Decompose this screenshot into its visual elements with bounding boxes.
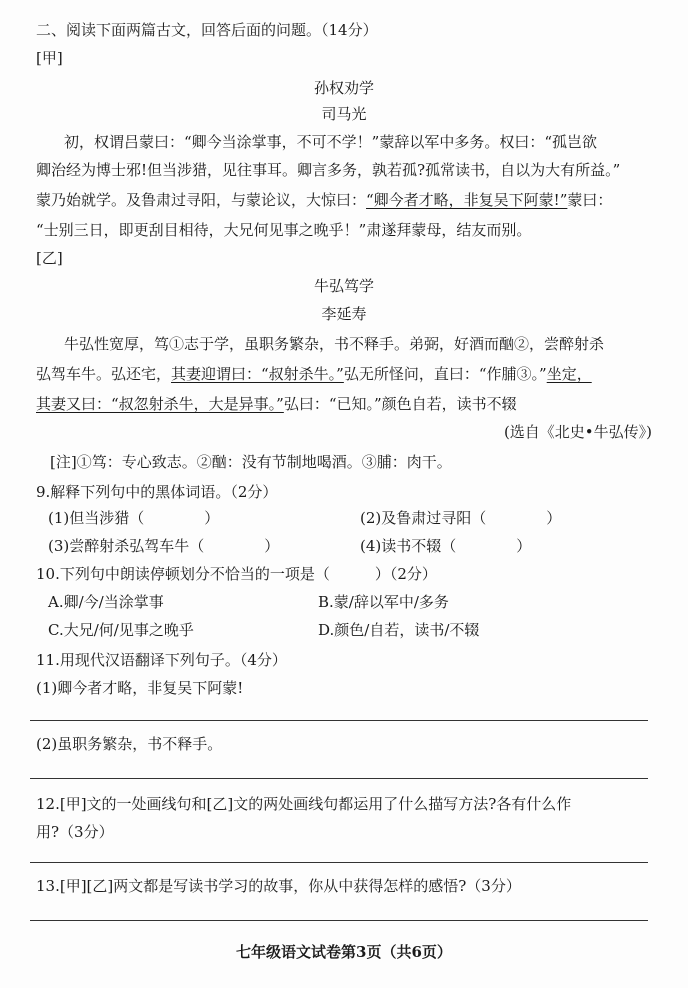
question-9-item-2: (2)及鲁肃过寻阳（ ）: [360, 509, 562, 527]
question-9-item-4: (4)读书不辍（ ）: [360, 537, 532, 555]
yi-text: 弘驾车牛。弘还宅，: [36, 365, 172, 383]
question-9: 9.解释下列句中的黑体词语。（2分）: [36, 483, 278, 501]
jia-underlined-sentence: “卿今者才略，非复吴下阿蒙!”: [366, 191, 568, 209]
question-10-option-b: B.蒙/辞以军中/多务: [318, 593, 449, 611]
question-13: 13.[甲][乙]两文都是写读书学习的故事，你从中获得怎样的感悟?（3分）: [36, 877, 521, 895]
yi-mark: [乙]: [36, 249, 63, 267]
yi-source: (选自《北史•牛弘传》): [503, 423, 652, 441]
answer-line: [30, 862, 648, 863]
yi-text: 弘曰：“已知。”颜色自若，读书不辍: [283, 395, 517, 413]
notes: [注]①笃：专心致志。②酗：没有节制地喝酒。③脯：肉干。: [50, 453, 452, 471]
jia-paragraph-line-3: [36, 190, 652, 210]
question-10-option-c: C.大兄/何/见事之晚乎: [48, 621, 194, 639]
jia-paragraph-line-2: 卿治经为博士邪!但当涉猎，见往事耳。卿言多务，孰若孤?孤常读书，自以为大有所益。”: [36, 161, 621, 179]
page-footer: 七年级语文试卷第3页（共6页）: [236, 943, 452, 961]
question-10-option-a: A.卿/今/当涂掌事: [48, 593, 164, 611]
jia-text: 蒙乃始就学。及鲁肃过寻阳，与蒙论议，大惊曰：: [36, 191, 367, 209]
yi-author: 李延寿: [321, 305, 367, 323]
question-9-item-3: (3)尝醉射杀弘驾车牛（ ）: [48, 537, 280, 555]
jia-paragraph-line-4: “士别三日，即更刮目相待，大兄何见事之晚乎！”肃遂拜蒙母，结友而别。: [36, 221, 532, 239]
yi-underlined-sentence-2b: 其妻又曰：“叔忽射杀牛，大是异事。”: [36, 395, 284, 413]
jia-author: 司马光: [321, 105, 367, 123]
yi-paragraph-line-2: [36, 364, 652, 384]
jia-text: 蒙曰：: [567, 191, 613, 209]
question-12-line-2: 用?（3分）: [36, 823, 114, 841]
question-10-option-d: D.颜色/自若，读书/不辍: [318, 621, 480, 639]
yi-paragraph-line-3: [36, 394, 652, 414]
jia-title: 孙权劝学: [313, 79, 374, 97]
answer-line: [30, 920, 648, 921]
question-9-item-1: (1)但当涉猎（ ）: [48, 509, 220, 527]
jia-mark: [甲]: [36, 49, 63, 67]
jia-paragraph-line-1: 初，权谓吕蒙曰：“卿今当涂掌事，不可不学！”蒙辞以军中多务。权曰：“孤岂欲: [64, 133, 598, 151]
yi-underlined-sentence-1: 其妻迎谓曰：“叔射杀牛。”: [171, 365, 344, 383]
yi-title: 牛弘笃学: [313, 277, 374, 295]
question-11: 11.用现代汉语翻译下列句子。（4分）: [36, 651, 287, 669]
yi-underlined-sentence-2a: 坐定，: [546, 365, 592, 383]
question-11-item-1: (1)卿今者才略，非复吴下阿蒙!: [36, 679, 244, 697]
question-11-item-2: (2)虽职务繁杂，书不释手。: [36, 735, 223, 753]
section-title: 二、阅读下面两篇古文，回答后面的问题。（14分）: [36, 21, 378, 39]
yi-text: 弘无所怪问，直曰：“作脯③。”: [343, 365, 547, 383]
yi-paragraph-line-1: 牛弘性宽厚，笃①志于学，虽职务繁杂，书不释手。弟弼，好酒而酗②，尝醉射杀: [64, 335, 605, 353]
answer-line: [30, 778, 648, 779]
question-12-line-1: 12.[甲]文的一处画线句和[乙]文的两处画线句都运用了什么描写方法?各有什么作: [36, 795, 572, 813]
answer-line: [30, 720, 648, 721]
question-10: 10.下列句中朗读停顿划分不恰当的一项是（ ）（2分）: [36, 565, 437, 583]
